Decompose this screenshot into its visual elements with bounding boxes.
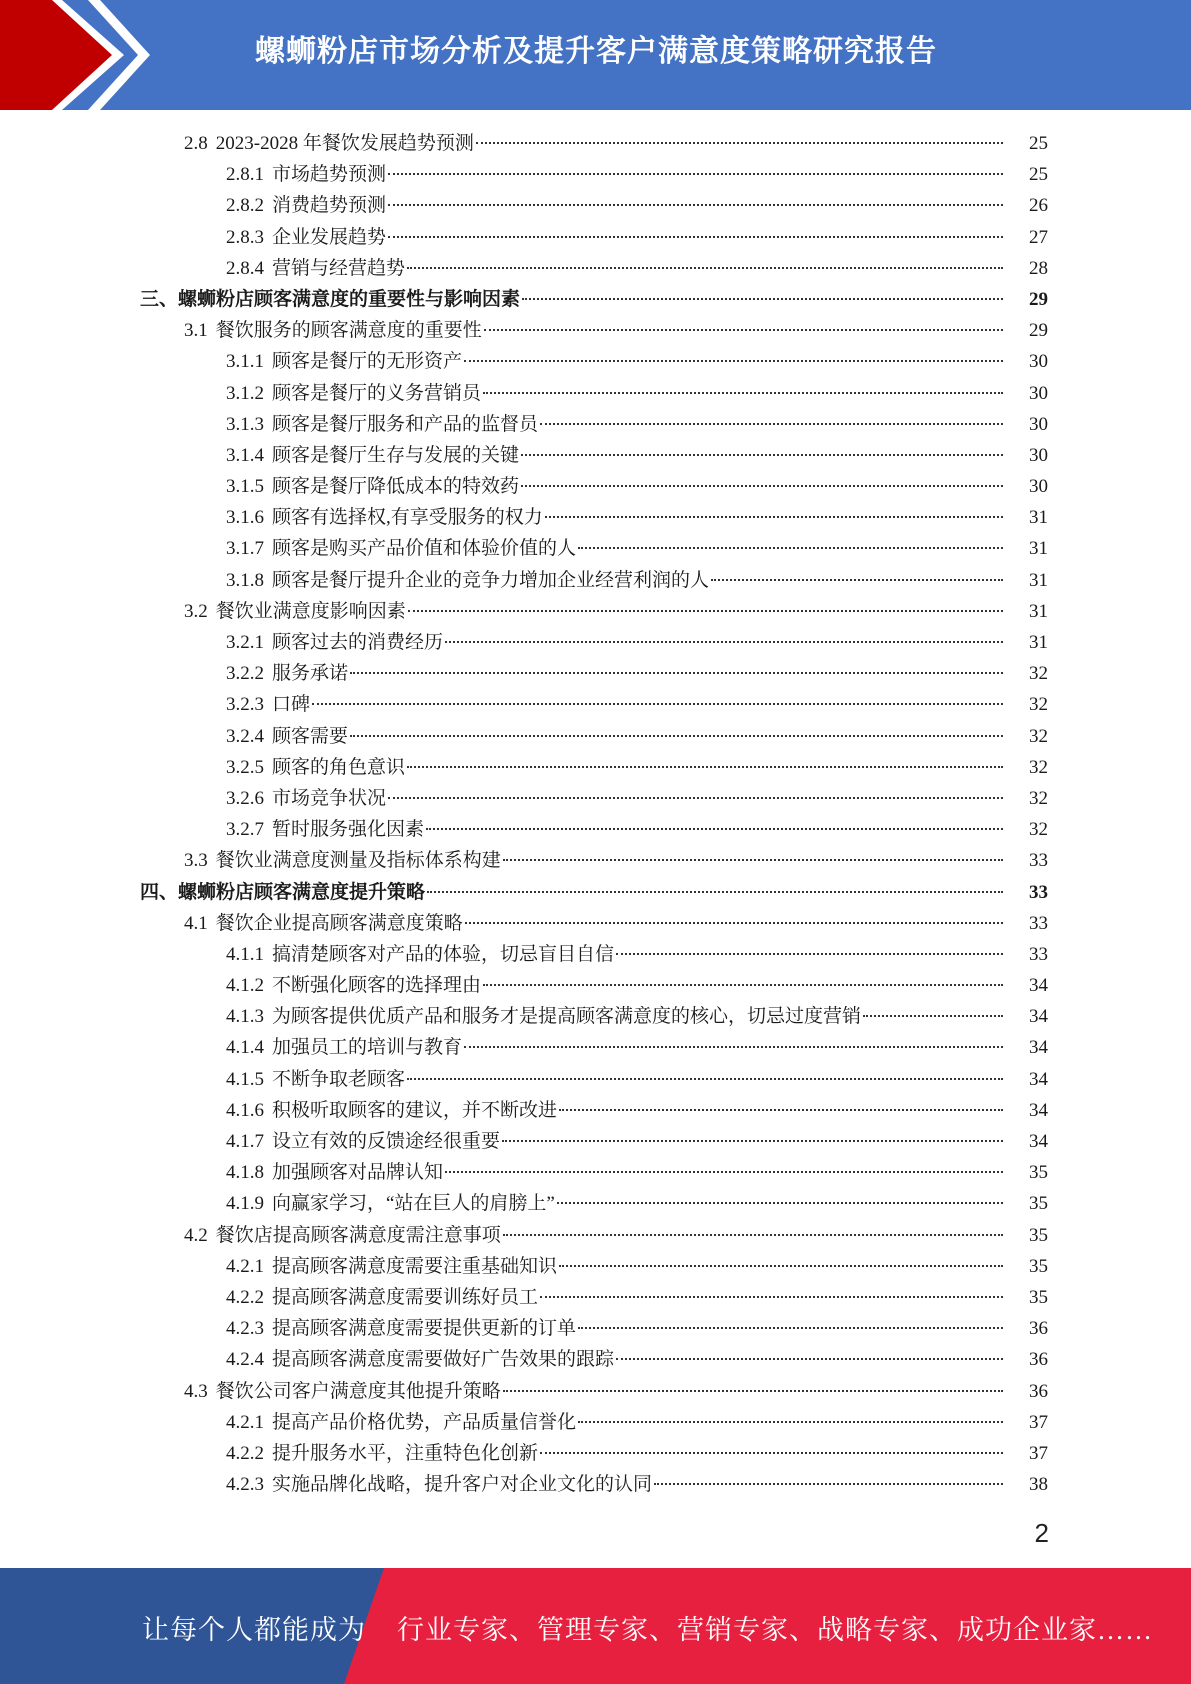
toc-dot-leader <box>484 329 1003 331</box>
toc-entry-page: 27 <box>1029 226 1048 248</box>
toc-dot-leader <box>616 953 1003 955</box>
toc-entry-page: 32 <box>1029 819 1048 841</box>
toc-entry-title: 口碑 <box>272 694 311 716</box>
toc-entry-page: 37 <box>1029 1442 1048 1464</box>
toc-entry-number: 3.1.6 <box>226 507 264 529</box>
toc-entry-number: 2.8 <box>184 133 208 154</box>
toc-dot-leader <box>521 454 1003 456</box>
toc-entry-title: 餐饮服务的顾客满意度的重要性 <box>215 320 482 342</box>
report-title: 螺蛳粉店市场分析及提升客户满意度策略研究报告 <box>255 34 937 69</box>
toc-dot-leader <box>578 1421 1003 1423</box>
toc-dot-leader <box>521 485 1003 487</box>
toc-entry-page: 36 <box>1029 1380 1048 1402</box>
toc-dot-leader <box>312 703 1003 705</box>
toc-entry-page: 35 <box>1029 1255 1048 1277</box>
toc-entry-number: 2.8.2 <box>226 195 264 217</box>
toc-entry-number: 3.2.2 <box>226 663 264 685</box>
toc-entry-page: 31 <box>1029 600 1048 622</box>
toc-entry-number: 2.8.4 <box>226 257 264 279</box>
toc-entry[interactable] <box>0 1095 1191 1126</box>
toc-entry-page: 34 <box>1029 1006 1048 1028</box>
toc-entry[interactable] <box>0 1407 1191 1438</box>
toc-entry-number: 4.1.5 <box>226 1068 264 1090</box>
toc-entry-page: 32 <box>1029 694 1048 716</box>
toc-entry-title: 提高顾客满意度需要注重基础知识 <box>272 1255 558 1277</box>
toc-entry-number: 3.1.4 <box>226 444 264 466</box>
toc-dot-leader <box>503 1390 1003 1392</box>
toc-entry-title: 为顾客提供优质产品和服务才是提高顾客满意度的核心，切忌过度营销 <box>272 1006 862 1028</box>
toc-dot-leader <box>863 1015 1003 1017</box>
toc-entry-number: 4.2 <box>184 1224 208 1246</box>
toc-entry[interactable] <box>0 814 1191 845</box>
toc-entry-number: 3.2.7 <box>226 819 264 841</box>
toc-entry-title: 顾客是餐厅服务和产品的监督员 <box>272 413 539 435</box>
toc-entry[interactable] <box>0 1220 1191 1251</box>
toc-entry[interactable] <box>0 190 1191 221</box>
toc-dot-leader <box>711 579 1003 581</box>
toc-dot-leader <box>522 298 1003 300</box>
page-number: 2 <box>1034 1518 1049 1548</box>
toc-entry-number: 3.2.5 <box>226 756 264 778</box>
toc-entry-title: 提高顾客满意度需要训练好员工 <box>272 1286 539 1308</box>
toc-entry-number: 4.2.4 <box>226 1349 264 1371</box>
toc-entry-title: 市场竞争状况 <box>272 787 387 809</box>
toc-dot-leader <box>540 423 1003 425</box>
toc-entry-number: 4.1.1 <box>226 943 264 965</box>
toc-entry-title: 提高产品价格优势，产品质量信誉化 <box>272 1411 577 1433</box>
toc-dot-leader <box>464 360 1003 362</box>
toc-entry-title: 企业发展趋势 <box>272 226 387 248</box>
toc-dot-leader <box>426 828 1003 830</box>
toc-entry-number: 4.2.2 <box>226 1442 264 1464</box>
toc-dot-leader <box>483 392 1003 394</box>
toc-entry-page: 34 <box>1029 1068 1048 1090</box>
toc-entry-number: 4.2.3 <box>226 1318 264 1340</box>
toc-entry-title: 不断强化顾客的选择理由 <box>272 975 482 997</box>
toc-dot-leader <box>350 735 1003 737</box>
toc-entry-number: 4.2.1 <box>226 1255 264 1277</box>
toc-dot-leader <box>408 610 1003 612</box>
toc-entry-number: 3.1.8 <box>226 569 264 591</box>
toc-entry[interactable] <box>0 284 1191 315</box>
toc-entry[interactable] <box>0 845 1191 876</box>
toc-dot-leader <box>559 1265 1003 1267</box>
toc-entry-page: 30 <box>1029 444 1048 466</box>
toc-entry[interactable] <box>0 565 1191 596</box>
toc-dot-leader <box>445 641 1003 643</box>
toc-entry[interactable] <box>0 159 1191 190</box>
toc-entry-page: 30 <box>1029 351 1048 373</box>
toc-entry-title: 餐饮企业提高顾客满意度策略 <box>215 912 463 934</box>
toc-entry-number: 4.1.7 <box>226 1131 264 1152</box>
toc-entry-title: 顾客是购买产品价值和体验价值的人 <box>272 538 577 560</box>
toc-entry-page: 37 <box>1029 1411 1048 1433</box>
toc-entry[interactable] <box>0 783 1191 814</box>
toc-entry-title: 螺蛳粉店顾客满意度的重要性与影响因素 <box>178 288 521 310</box>
toc-entry-title: 顾客是餐厅生存与发展的关键 <box>272 444 520 466</box>
toc-dot-leader <box>578 1327 1003 1329</box>
toc-entry-page: 28 <box>1029 257 1048 279</box>
toc-dot-leader <box>407 267 1003 269</box>
toc-dot-leader <box>545 516 1003 518</box>
toc-entry-title: 顾客是餐厅降低成本的特效药 <box>272 476 520 498</box>
toc-entry-number: 3.1.7 <box>226 538 264 560</box>
toc-entry[interactable] <box>0 1438 1191 1469</box>
toc-dot-leader <box>559 1109 1003 1111</box>
toc-dot-leader <box>388 173 1003 175</box>
toc-entry-page: 31 <box>1029 632 1048 653</box>
toc-entry-title: 不断争取老顾客 <box>272 1068 406 1090</box>
toc-entry-number: 4.2.1 <box>226 1411 264 1433</box>
toc-entry-page: 35 <box>1029 1224 1048 1246</box>
toc-dot-leader <box>503 1234 1003 1236</box>
toc-entry-number: 3.2.3 <box>226 694 264 716</box>
toc-entry-title: 加强员工的培训与教育 <box>272 1037 463 1059</box>
toc-entry[interactable] <box>0 721 1191 752</box>
toc-entry-title: 积极听取顾客的建议，并不断改进 <box>272 1099 558 1121</box>
toc-entry[interactable] <box>0 409 1191 440</box>
toc-entry-page: 35 <box>1029 1193 1048 1215</box>
toc-entry-number: 3.1.1 <box>226 351 264 373</box>
toc-entry[interactable] <box>0 939 1191 970</box>
toc-entry[interactable] <box>0 378 1191 409</box>
toc-entry[interactable] <box>0 1251 1191 1282</box>
toc-dot-leader <box>654 1483 1003 1485</box>
toc-entry-title: 顾客是餐厅提升企业的竞争力增加企业经营利润的人 <box>272 569 710 591</box>
toc-entry-title: 设立有效的反馈途经很重要 <box>272 1131 501 1152</box>
toc-entry-page: 31 <box>1029 507 1048 529</box>
toc-entry[interactable] <box>0 1344 1191 1375</box>
toc-entry[interactable] <box>0 315 1191 346</box>
toc-entry-page: 33 <box>1029 943 1048 965</box>
toc-entry-number: 三、 <box>140 288 179 310</box>
toc-entry-page: 25 <box>1029 164 1048 186</box>
toc-dot-leader <box>407 766 1003 768</box>
toc-entry-page: 34 <box>1029 975 1048 997</box>
toc-dot-leader <box>350 672 1003 674</box>
toc-entry-page: 32 <box>1029 725 1048 747</box>
toc-entry-title: 暂时服务强化因素 <box>272 819 425 841</box>
toc-entry-number: 4.1.6 <box>226 1099 264 1121</box>
toc-entry[interactable] <box>0 1001 1191 1032</box>
toc-entry-page: 33 <box>1029 912 1048 934</box>
toc-entry-page: 34 <box>1029 1037 1048 1059</box>
toc-entry[interactable] <box>0 908 1191 939</box>
toc-entry-number: 3.1.5 <box>226 476 264 498</box>
toc-entry-page: 34 <box>1029 1099 1048 1121</box>
toc-entry-page: 30 <box>1029 382 1048 404</box>
toc-entry[interactable] <box>0 596 1191 627</box>
toc-entry-number: 3.1.3 <box>226 413 264 435</box>
toc-entry[interactable] <box>0 253 1191 284</box>
toc-dot-leader <box>465 922 1003 924</box>
toc-entry[interactable] <box>0 627 1191 658</box>
toc-entry-number: 2.8.1 <box>226 164 264 186</box>
page-footer <box>0 1568 1191 1684</box>
toc-dot-leader <box>557 1202 1003 1204</box>
toc-entry-number: 4.2.2 <box>226 1286 264 1308</box>
chevron-arrow-icon <box>0 0 160 110</box>
toc-entry-number: 3.1 <box>184 320 208 342</box>
toc-entry[interactable] <box>0 440 1191 471</box>
toc-dot-leader <box>464 1046 1003 1048</box>
toc-entry-title: 向赢家学习，“站在巨人的肩膀上” <box>272 1193 555 1215</box>
toc-entry-page: 29 <box>1029 288 1048 310</box>
toc-entry-title: 顾客是餐厅的义务营销员 <box>272 382 482 404</box>
toc-entry-page: 36 <box>1029 1349 1048 1371</box>
toc-entry[interactable] <box>0 1376 1191 1407</box>
toc-entry-title: 顾客是餐厅的无形资产 <box>272 351 463 373</box>
toc-entry[interactable] <box>0 877 1191 908</box>
toc-entry[interactable] <box>0 1313 1191 1344</box>
toc-entry-number: 4.1.4 <box>226 1037 264 1059</box>
toc-entry-title: 顾客有选择权,有享受服务的权力 <box>272 507 543 529</box>
footer-slogan-right: 行业专家、管理专家、营销专家、战略专家、成功企业家…… <box>397 1615 1153 1645</box>
toc-entry-number: 3.3 <box>184 850 208 872</box>
toc-entry-number: 4.1 <box>184 912 208 934</box>
toc-entry-title: 顾客需要 <box>272 725 349 747</box>
toc-entry-page: 32 <box>1029 787 1048 809</box>
toc-dot-leader <box>503 859 1003 861</box>
toc-entry[interactable] <box>0 752 1191 783</box>
toc-dot-leader <box>388 797 1003 799</box>
toc-entry[interactable] <box>0 128 1191 159</box>
toc-entry-title: 2023-2028 年餐饮发展趋势预测 <box>215 133 474 154</box>
footer-slogan-left: 让每个人都能成为 <box>142 1615 366 1645</box>
page-header <box>0 0 1191 110</box>
toc-entry-page: 31 <box>1029 569 1048 591</box>
toc-entry-title: 营销与经营趋势 <box>272 257 406 279</box>
toc-dot-leader <box>616 1358 1003 1360</box>
toc-entry[interactable] <box>0 502 1191 533</box>
toc-entry-page: 26 <box>1029 195 1048 217</box>
toc-entry[interactable] <box>0 533 1191 564</box>
toc-entry[interactable] <box>0 1469 1191 1500</box>
toc-dot-leader <box>540 1296 1003 1298</box>
toc-entry-page: 30 <box>1029 413 1048 435</box>
toc-entry-title: 螺蛳粉店顾客满意度提升策略 <box>178 881 426 903</box>
toc-entry[interactable] <box>0 1157 1191 1188</box>
toc-entry-number: 4.1.8 <box>226 1162 264 1184</box>
toc-dot-leader <box>476 142 1003 144</box>
toc-entry[interactable] <box>0 970 1191 1001</box>
toc-entry-page: 35 <box>1029 1162 1048 1184</box>
toc-dot-leader <box>578 547 1003 549</box>
toc-entry-number: 4.1.2 <box>226 975 264 997</box>
toc-entry[interactable] <box>0 1126 1191 1157</box>
toc-entry-number: 3.2 <box>184 600 208 622</box>
toc-dot-leader <box>388 204 1003 206</box>
toc-entry-number: 4.1.3 <box>226 1006 264 1028</box>
toc-entry-title: 餐饮业满意度测量及指标体系构建 <box>215 850 501 872</box>
toc-dot-leader <box>540 1452 1003 1454</box>
toc-entry-title: 服务承诺 <box>272 663 349 685</box>
toc-entry-page: 34 <box>1029 1131 1048 1152</box>
toc-dot-leader <box>388 236 1003 238</box>
toc-entry-page: 33 <box>1029 850 1048 872</box>
toc-entry[interactable] <box>0 689 1191 720</box>
toc-dot-leader <box>483 984 1003 986</box>
toc-entry-title: 加强顾客对品牌认知 <box>272 1162 444 1184</box>
toc-dot-leader <box>445 1171 1003 1173</box>
toc-entry[interactable] <box>0 1188 1191 1219</box>
toc-entry-number: 四、 <box>140 881 179 903</box>
toc-entry-page: 29 <box>1029 320 1048 342</box>
toc-entry[interactable] <box>0 1032 1191 1063</box>
toc-dot-leader <box>407 1078 1003 1080</box>
toc-entry-title: 餐饮店提高顾客满意度需注意事项 <box>215 1224 501 1246</box>
toc-entry-number: 3.1.2 <box>226 382 264 404</box>
toc-entry-title: 实施品牌化战略，提升客户对企业文化的认同 <box>272 1474 653 1496</box>
toc-entry[interactable] <box>0 1064 1191 1095</box>
toc-entry-title: 市场趋势预测 <box>272 164 387 186</box>
toc-entry-title: 餐饮公司客户满意度其他提升策略 <box>215 1380 501 1402</box>
toc-entry-page: 33 <box>1029 881 1048 903</box>
toc-entry[interactable] <box>0 346 1191 377</box>
toc-entry-title: 提高顾客满意度需要做好广告效果的跟踪 <box>272 1349 615 1371</box>
toc-entry-page: 30 <box>1029 476 1048 498</box>
toc-entry[interactable] <box>0 658 1191 689</box>
toc-entry-page: 31 <box>1029 538 1048 560</box>
toc-entry-number: 3.2.1 <box>226 632 264 653</box>
toc-entry[interactable] <box>0 1282 1191 1313</box>
toc-entry-page: 25 <box>1029 133 1048 154</box>
toc-entry-number: 4.1.9 <box>226 1193 264 1215</box>
toc-entry-number: 4.3 <box>184 1380 208 1402</box>
toc-entry-page: 38 <box>1029 1474 1048 1496</box>
toc-entry-title: 消费趋势预测 <box>272 195 387 217</box>
toc-entry-title: 顾客过去的消费经历 <box>272 632 444 653</box>
toc-dot-leader <box>502 1140 1003 1142</box>
toc-entry-number: 2.8.3 <box>226 226 264 248</box>
toc-entry-page: 32 <box>1029 663 1048 685</box>
toc-dot-leader <box>427 891 1003 893</box>
toc-entry-number: 4.2.3 <box>226 1474 264 1496</box>
toc-entry-title: 提升服务水平，注重特色化创新 <box>272 1442 539 1464</box>
toc-entry-title: 提高顾客满意度需要提供更新的订单 <box>272 1318 577 1340</box>
toc-entry-title: 餐饮业满意度影响因素 <box>215 600 406 622</box>
toc-entry-title: 顾客的角色意识 <box>272 756 406 778</box>
toc-entry-number: 3.2.4 <box>226 725 264 747</box>
toc-entry-title: 搞清楚顾客对产品的体验，切忌盲目自信 <box>272 943 615 965</box>
table-of-contents <box>0 128 1191 1500</box>
toc-entry-page: 36 <box>1029 1318 1048 1340</box>
toc-entry-page: 35 <box>1029 1286 1048 1308</box>
toc-entry[interactable] <box>0 222 1191 253</box>
toc-entry[interactable] <box>0 471 1191 502</box>
toc-entry-number: 3.2.6 <box>226 787 264 809</box>
toc-entry-page: 32 <box>1029 756 1048 778</box>
